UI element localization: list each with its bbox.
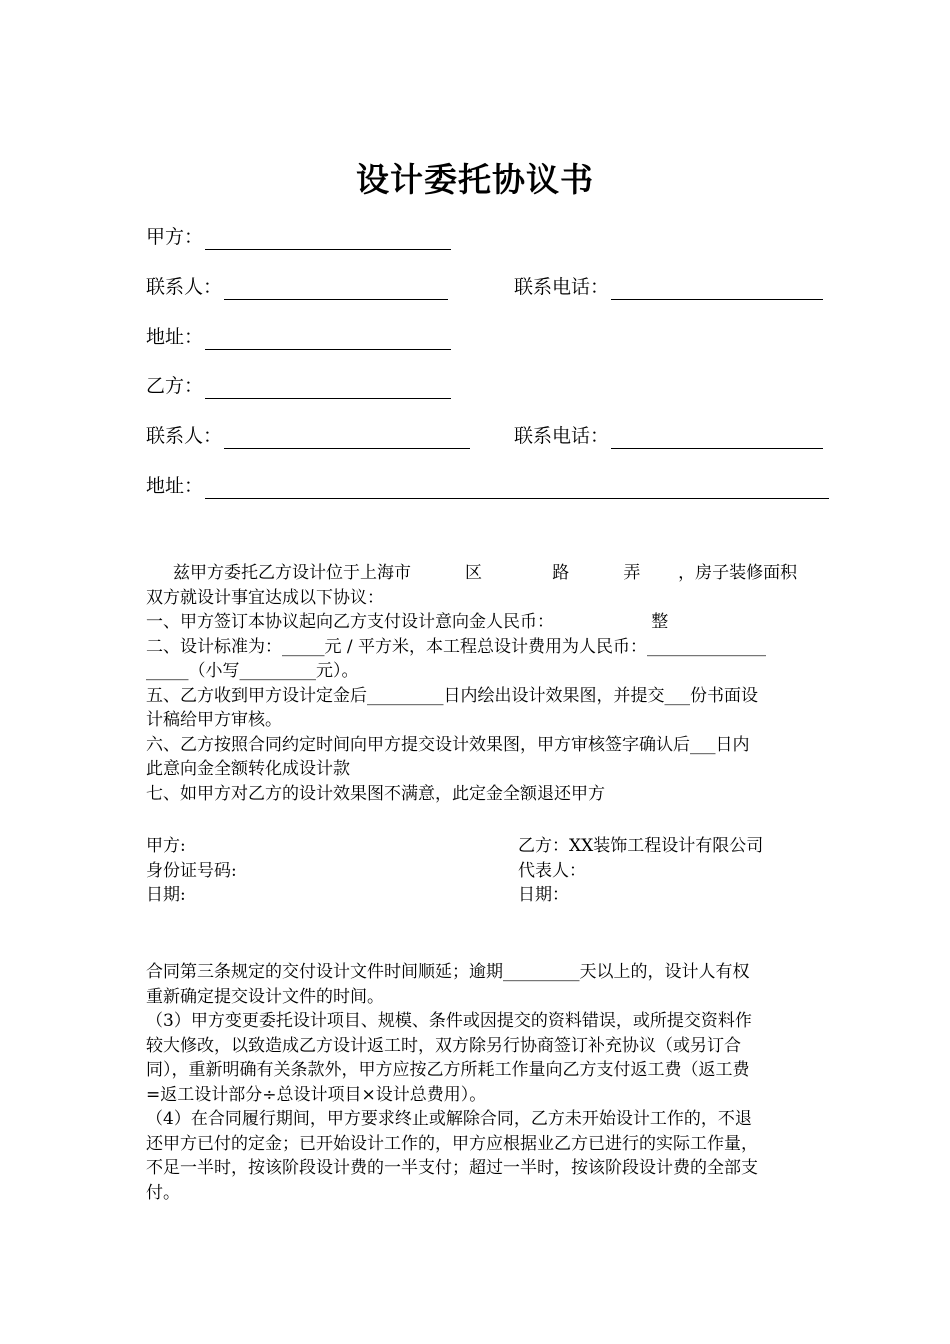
party-b-address-label: 地址： [146,475,204,497]
agreement-line: 七、如甲方对乙方的设计效果图不满意，此定金全额退还甲方 [146,783,605,804]
terms-line: 重新确定提交设计文件的时间。 [146,986,384,1007]
agreement-line: _____（小写_________元）。 [146,661,359,681]
agreement-clauses [146,561,836,806]
agreement-line: 六、乙方按照合同约定时间向甲方提交设计效果图，甲方审核签字确认后___日内 [146,734,750,755]
party-a-phone-label: 联系电话： [514,276,610,298]
signature-line: 身份证号码: [146,860,237,881]
agreement-line: 一、甲方签订本协议起向乙方支付设计意向金人民币： 整 [146,612,669,632]
party-a-contact-field [146,274,448,300]
agreement-line: 计稿给甲方审核。 [146,710,282,730]
party-a-address-field [146,324,451,350]
party-a-blank[interactable] [205,224,451,250]
party-b-phone-blank[interactable] [611,423,823,449]
party-b-contact-blank[interactable] [224,423,470,449]
terms-line: （4）在合同履行期间，甲方要求终止或解除合同，乙方未开始设计工作的，不退 [146,1109,752,1129]
party-b-label: 乙方： [146,375,204,397]
terms-line: 付。 [146,1182,180,1203]
signature-line: 甲方: [146,836,186,856]
additional-terms [146,960,836,1205]
party-a-field [146,224,451,250]
signature-line: 代表人： [518,860,586,881]
agreement-line: 五、乙方收到甲方设计定金后_________日内绘出设计效果图，并提交___份书面设 [146,685,758,706]
party-a-phone-field [514,274,823,300]
party-a-phone-blank[interactable] [611,274,823,300]
party-a-address-label: 地址： [146,326,204,348]
party-a-contact-label: 联系人： [146,276,223,298]
signature-party-b [518,834,763,908]
signature-line: 日期： [518,885,569,905]
agreement-line: 双方就设计事宜达成以下协议： [146,587,384,608]
party-b-phone-label: 联系电话： [514,425,610,447]
party-b-blank[interactable] [205,373,451,399]
terms-line: 较大修改，以致造成乙方设计返工时，双方除另行协商签订补充协议（或另订合 [146,1035,741,1056]
party-b-contact-field [146,423,470,449]
party-b-contact-label: 联系人： [146,425,223,447]
terms-line: 不足一半时，按该阶段设计费的一半支付；超过一半时，按该阶段设计费的全部支 [146,1158,758,1178]
terms-line: （3）甲方变更委托设计项目、规模、条件或因提交的资料错误，或所提交资料作 [146,1011,752,1031]
signature-line: 日期: [146,885,186,905]
party-a-contact-blank[interactable] [224,274,448,300]
document-title: 设计委托协议书 [356,160,594,199]
terms-line: 同），重新明确有关条款外，甲方应按乙方所耗工作量向乙方支付返工费（返工费 [146,1060,750,1080]
agreement-line: 二、设计标准为：_____元 / 平方米，本工程总设计费用为人民币：______________ [146,636,767,657]
agreement-line: 兹甲方委托乙方设计位于上海市 区 路 弄 ，房子装修面积 [146,563,798,583]
terms-line: 合同第三条规定的交付设计文件时间顺延；逾期_________天以上的，设计人有权 [146,962,750,982]
agreement-line: 此意向金全额转化成设计款 [146,759,350,779]
party-b-address-blank[interactable] [205,473,829,499]
terms-line: =返工设计部分÷总设计项目×设计总费用）。 [146,1084,487,1105]
terms-line: 还甲方已付的定金；已开始设计工作的，甲方应根据业乙方已进行的实际工作量， [146,1133,758,1154]
signature-party-a [146,834,237,908]
party-b-address-field [146,473,829,499]
party-a-label: 甲方： [146,226,204,248]
signature-line: 乙方：XX装饰工程设计有限公司 [518,836,764,856]
party-b-field [146,373,451,399]
party-a-address-blank[interactable] [205,324,451,350]
party-b-phone-field [514,423,823,449]
